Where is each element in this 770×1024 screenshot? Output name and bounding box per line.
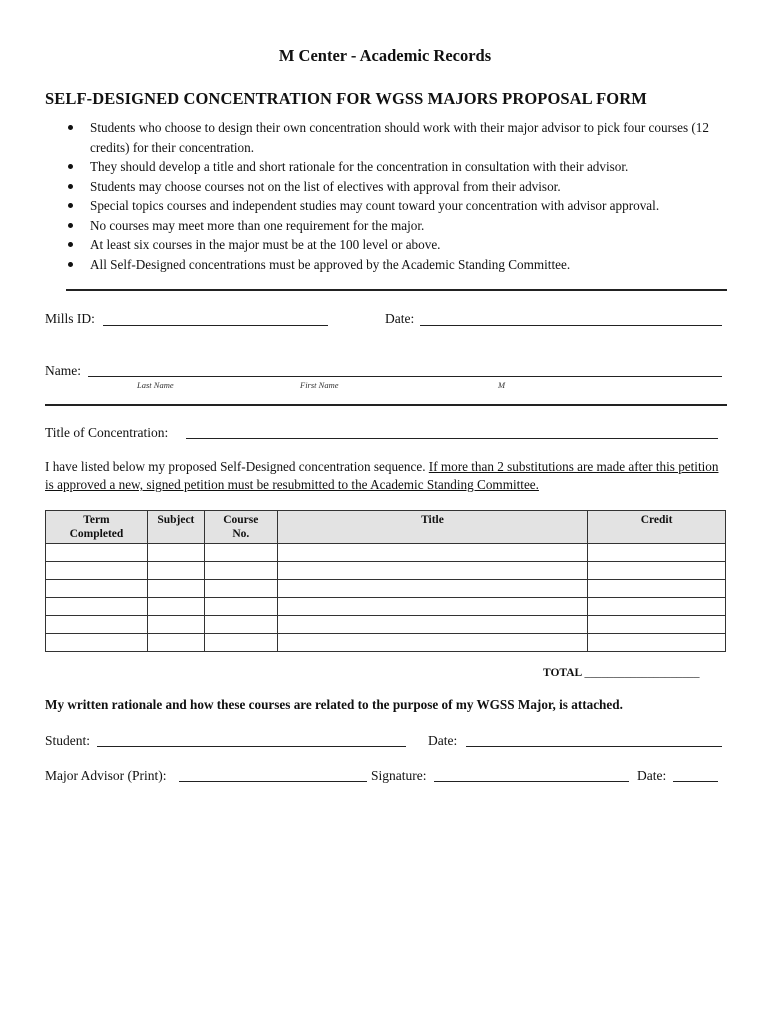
rationale-statement: My written rationale and how these courses are related to the purpose of my WGSS Major, is attached. [45,697,623,712]
table-row [46,580,726,598]
date-field[interactable] [420,325,722,326]
credit-cell[interactable] [588,580,726,598]
term-cell[interactable] [46,580,148,598]
course-table-header [46,511,726,544]
term-cell[interactable] [46,598,148,616]
student-field[interactable] [97,746,406,747]
credit-cell[interactable] [588,598,726,616]
subject-cell[interactable] [147,598,204,616]
guideline-item: Special topics courses and independent studies may count toward your concentration with advisor approval. [62,196,727,216]
credit-cell[interactable] [588,562,726,580]
student-date-label: Date: [428,733,458,748]
course-no-cell[interactable] [204,616,277,634]
guideline-item: No courses may meet more than one requirement for the major. [62,216,727,236]
guideline-item: Students who choose to design their own concentration should work with their major advisor to pick four courses (12 credits) for their concentration. [62,118,727,157]
section-divider [66,289,727,291]
advisor-date-field[interactable] [673,781,718,782]
table-row [46,562,726,580]
mills-id-field[interactable] [103,325,328,326]
concentration-title-field[interactable] [186,438,718,439]
guidelines-list [62,118,727,274]
signature-label: Signature: [371,768,427,783]
table-row [46,598,726,616]
title-cell[interactable] [277,598,587,616]
term-cell[interactable] [46,544,148,562]
student-label: Student: [45,733,91,748]
instructions-underlined: If more than 2 substitutions are made after this petition is approved a new, signed petition must be resubmitted to the Academic Standing Committee. [45,459,719,492]
header-subject: Subject [147,511,204,544]
name-field[interactable] [88,376,722,377]
advisor-label: Major Advisor (Print): [45,768,167,783]
table-row [46,616,726,634]
title-cell[interactable] [277,580,587,598]
table-row [46,544,726,562]
subject-cell[interactable] [147,544,204,562]
signature-field[interactable] [434,781,629,782]
section-divider [45,404,727,406]
concentration-title-label: Title of Concentration: [45,425,169,440]
last-name-hint: Last Name [137,380,174,390]
instructions-text: I have listed below my proposed Self-Designed concentration sequence. [45,459,429,474]
page-header-title: M Center - Academic Records [278,46,492,65]
title-cell[interactable] [277,616,587,634]
subject-cell[interactable] [147,616,204,634]
subject-cell[interactable] [147,562,204,580]
name-label: Name: [45,363,81,378]
middle-initial-hint: M [498,380,506,390]
title-cell[interactable] [277,544,587,562]
course-no-cell[interactable] [204,562,277,580]
subject-cell[interactable] [147,580,204,598]
guideline-item: Students may choose courses not on the list of electives with approval from their advisor. [62,177,727,197]
credit-cell[interactable] [588,616,726,634]
total-field[interactable]: TOTAL ____________________ [543,667,700,679]
term-cell[interactable] [46,562,148,580]
credit-cell[interactable] [588,634,726,652]
guideline-item: They should develop a title and short rationale for the concentration in consultation with their advisor. [62,157,727,177]
credit-cell[interactable] [588,544,726,562]
header-course-no: Course No. [204,511,277,544]
term-cell[interactable] [46,616,148,634]
form-title: SELF-DESIGNED CONCENTRATION FOR WGSS MAJORS PROPOSAL FORM [45,89,647,108]
course-table [45,510,726,652]
subject-cell[interactable] [147,634,204,652]
instructions-paragraph [45,458,729,494]
header-term-completed: Term Completed [46,511,148,544]
course-no-cell[interactable] [204,580,277,598]
title-cell[interactable] [277,634,587,652]
course-no-cell[interactable] [204,634,277,652]
guideline-item: All Self-Designed concentrations must be approved by the Academic Standing Committee. [62,255,727,275]
course-no-cell[interactable] [204,544,277,562]
advisor-field[interactable] [179,781,367,782]
header-title: Title [277,511,587,544]
mills-id-label: Mills ID: [45,311,95,326]
title-cell[interactable] [277,562,587,580]
guideline-item: At least six courses in the major must be at the 100 level or above. [62,235,727,255]
course-no-cell[interactable] [204,598,277,616]
date-label: Date: [385,311,415,326]
table-row [46,634,726,652]
header-credit: Credit [588,511,726,544]
advisor-date-label: Date: [637,768,667,783]
student-date-field[interactable] [466,746,722,747]
term-cell[interactable] [46,634,148,652]
first-name-hint: First Name [300,380,339,390]
